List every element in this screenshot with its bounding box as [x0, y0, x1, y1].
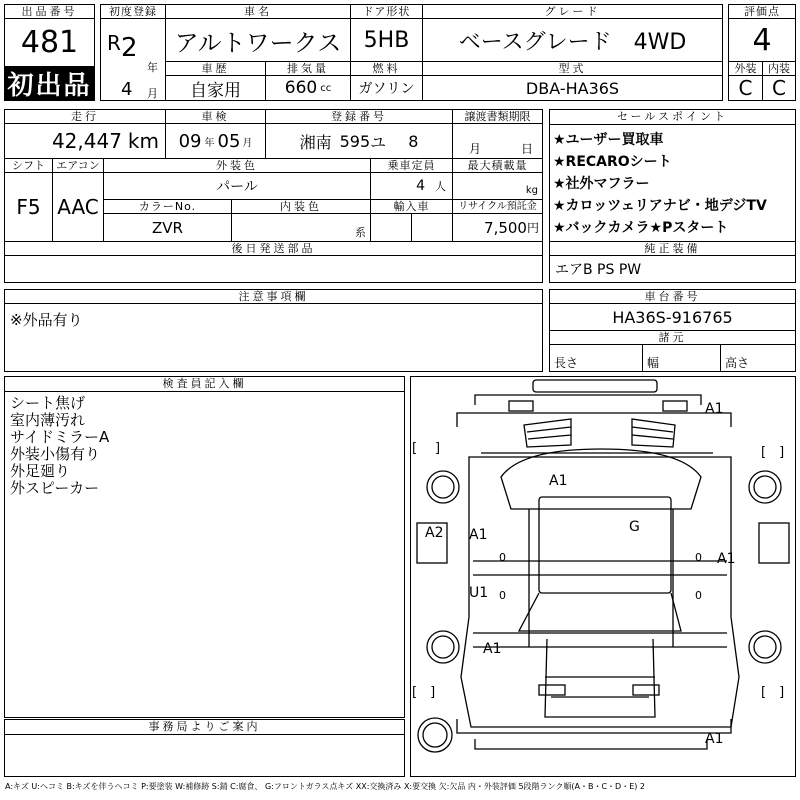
recycle-header: リサイクル預託金 [452, 199, 543, 214]
grade-header: グレード [422, 4, 723, 19]
reg-area: 湘南 [299, 132, 332, 152]
first-listing-badge: 初出品 [4, 66, 95, 101]
capacity-value: 4 [416, 178, 425, 194]
mark-zero: 0 [695, 551, 702, 564]
model-code: DBA-HA36S [422, 75, 723, 101]
model-code-header: 型式 [422, 61, 723, 76]
score-header: 評価点 [728, 4, 796, 19]
displacement-value: 660 [284, 78, 318, 98]
dims-height: 高さ [720, 344, 796, 372]
sales-point: ★RECAROシート [553, 154, 672, 170]
mileage-header: 走行 [4, 109, 166, 124]
mark-left-door: A1 [469, 527, 488, 543]
chassis-header: 車台番号 [549, 289, 796, 304]
grade: ベースグレード 4WD [422, 18, 723, 62]
int-color-cell [231, 213, 371, 242]
fuel-header: 燃料 [350, 61, 423, 76]
inspection-header: 車検 [165, 109, 266, 124]
interior-header: 内装 [762, 61, 796, 76]
ac: AAC [52, 172, 104, 242]
sales-points-header: セールスポイント [550, 110, 795, 125]
inspector-notes-list [5, 392, 404, 497]
mark-zero: 0 [695, 589, 702, 602]
displacement-header: 排気量 [265, 61, 351, 76]
sales-points-box [549, 109, 796, 242]
reg-kana: ユ [370, 132, 387, 152]
chassis-no: HA36S-916765 [549, 303, 796, 331]
int-color-unit: 系 [355, 226, 366, 239]
transfer-cell [452, 123, 543, 159]
import-cell-a [370, 213, 412, 242]
reg-era: R [107, 31, 121, 55]
ext-color-header: 外装色 [103, 158, 371, 173]
first-reg-header: 初度登録 [100, 4, 166, 19]
capacity-unit: 人 [435, 180, 446, 193]
recycle-cell [452, 213, 543, 242]
sales-point: ★社外マフラー [553, 176, 650, 192]
sales-points-list [550, 125, 795, 239]
inspection-year-unit: 年 [204, 137, 215, 149]
reg-year-unit: 年 [147, 61, 158, 74]
reg-month: 4 [121, 79, 133, 100]
mileage-value: 42,447 [51, 129, 122, 153]
transfer-month-unit: 月 [469, 142, 482, 156]
bracket-mark: [ ] [761, 445, 785, 460]
import-header: 輸入車 [370, 199, 453, 214]
import-cell-b [411, 213, 453, 242]
office-header: 事務局よりご案内 [5, 720, 404, 735]
reg-year: 2 [121, 33, 138, 63]
inspector-box [4, 376, 405, 718]
later-parts-header: 後日発送部品 [4, 241, 543, 256]
first-reg-cell [100, 18, 166, 101]
lot-number: 481 [4, 18, 95, 67]
mark-left-side: A2 [425, 525, 444, 541]
inspector-note: サイドミラーA [10, 428, 110, 446]
exterior-score: C [728, 75, 763, 101]
equipment-header: 純正装備 [549, 241, 796, 256]
reg-no-header: 登録番号 [265, 109, 453, 124]
office-box [4, 719, 405, 777]
reg-no-cell [265, 123, 453, 159]
mileage-cell [4, 123, 166, 159]
transfer-day-unit: 日 [521, 142, 534, 156]
color-no: ZVR [103, 213, 232, 242]
reg-class: 595 [339, 131, 371, 151]
max-load-cell [452, 172, 543, 200]
dims-length: 長さ [549, 344, 643, 372]
later-parts-cell [4, 255, 543, 283]
sales-point: ★バックカメラ★Pスタート [553, 220, 729, 236]
capacity-cell [370, 172, 453, 200]
int-color-header: 内装色 [231, 199, 371, 214]
exterior-header: 外装 [728, 61, 763, 76]
history: 自家用 [165, 75, 266, 101]
mileage-unit: km [127, 129, 159, 153]
inspector-header: 検査員記入欄 [5, 377, 404, 392]
recycle-unit: 円 [526, 221, 539, 235]
ext-color: パール [103, 172, 371, 200]
displacement-unit: cc [320, 82, 332, 94]
inspector-note: 外スピーカー [10, 479, 100, 497]
max-load-unit: kg [525, 185, 538, 196]
mark-windshield: G [629, 519, 640, 535]
mark-right-door: A1 [717, 551, 736, 567]
inspection-month-unit: 月 [242, 137, 253, 149]
doors-header: ドア形状 [350, 4, 423, 19]
mark-zero: 0 [499, 551, 506, 564]
mark-front-bumper: A1 [705, 401, 724, 417]
bracket-mark: [ [412, 441, 418, 456]
mark-rear-bumper: A1 [705, 731, 724, 747]
dims-width: 幅 [642, 344, 721, 372]
dims-header: 諸元 [549, 330, 796, 345]
interior-score: C [762, 75, 796, 101]
mark-zero: 0 [499, 589, 506, 602]
sales-point: ★ユーザー買取車 [553, 132, 664, 148]
sales-point: ★カロッツェリアナビ・地デジTV [553, 198, 767, 214]
reg-number: 8 [408, 131, 419, 151]
mark-rear-left: A1 [483, 641, 502, 657]
inspection-month: 05 [217, 130, 241, 152]
reg-month-unit: 月 [147, 87, 158, 100]
max-load-header: 最大積載量 [452, 158, 543, 173]
notes-header: 注意事項欄 [4, 289, 543, 304]
car-name: アルトワークス [165, 18, 351, 62]
ac-header: エアコン [52, 158, 104, 173]
transfer-header: 譲渡書類期限 [452, 109, 543, 124]
inspector-note: 室内薄汚れ [10, 411, 86, 429]
capacity-header: 乗車定員 [370, 158, 453, 173]
color-no-header: カラーNo. [103, 199, 232, 214]
shift: F5 [4, 172, 53, 242]
legend: A:キズ U:ヘコミ B:キズを伴うヘコミ P:要塗装 W:補修跡 S:錆 C:腐食、 G:フロントガラス点キズ XX:交換済み X:要交換 欠:欠品 内・外装評価 5段階ランク順(A・B・C・D・E) 2 [5, 782, 646, 791]
overall-score: 4 [728, 18, 796, 62]
inspection-year: 09 [178, 130, 202, 152]
displacement-cell [265, 75, 351, 101]
shift-header: シフト [4, 158, 53, 173]
door-type: 5HB [350, 18, 423, 62]
mark-left-rear-door: U1 [469, 585, 489, 601]
bracket-mark: ] [435, 441, 441, 456]
recycle-value: 7,500 [484, 218, 527, 237]
inspector-note: シート焦げ [10, 394, 86, 412]
mark-hood: A1 [549, 473, 568, 489]
history-header: 車歴 [165, 61, 266, 76]
fuel: ガソリン [350, 75, 423, 101]
car-diagram [410, 376, 796, 777]
inspector-note: 外装小傷有り [10, 445, 101, 463]
inspection-cell [165, 123, 266, 159]
car-outline [411, 377, 795, 776]
lot-no-header: 出品番号 [4, 4, 95, 19]
notes: ※外品有り [4, 303, 543, 372]
car-name-header: 車名 [165, 4, 351, 19]
inspector-note: 外足廻り [10, 462, 71, 480]
bracket-mark: [ ] [761, 685, 785, 700]
bracket-mark: [ ] [412, 685, 436, 700]
equipment: エアB PS PW [549, 255, 796, 283]
